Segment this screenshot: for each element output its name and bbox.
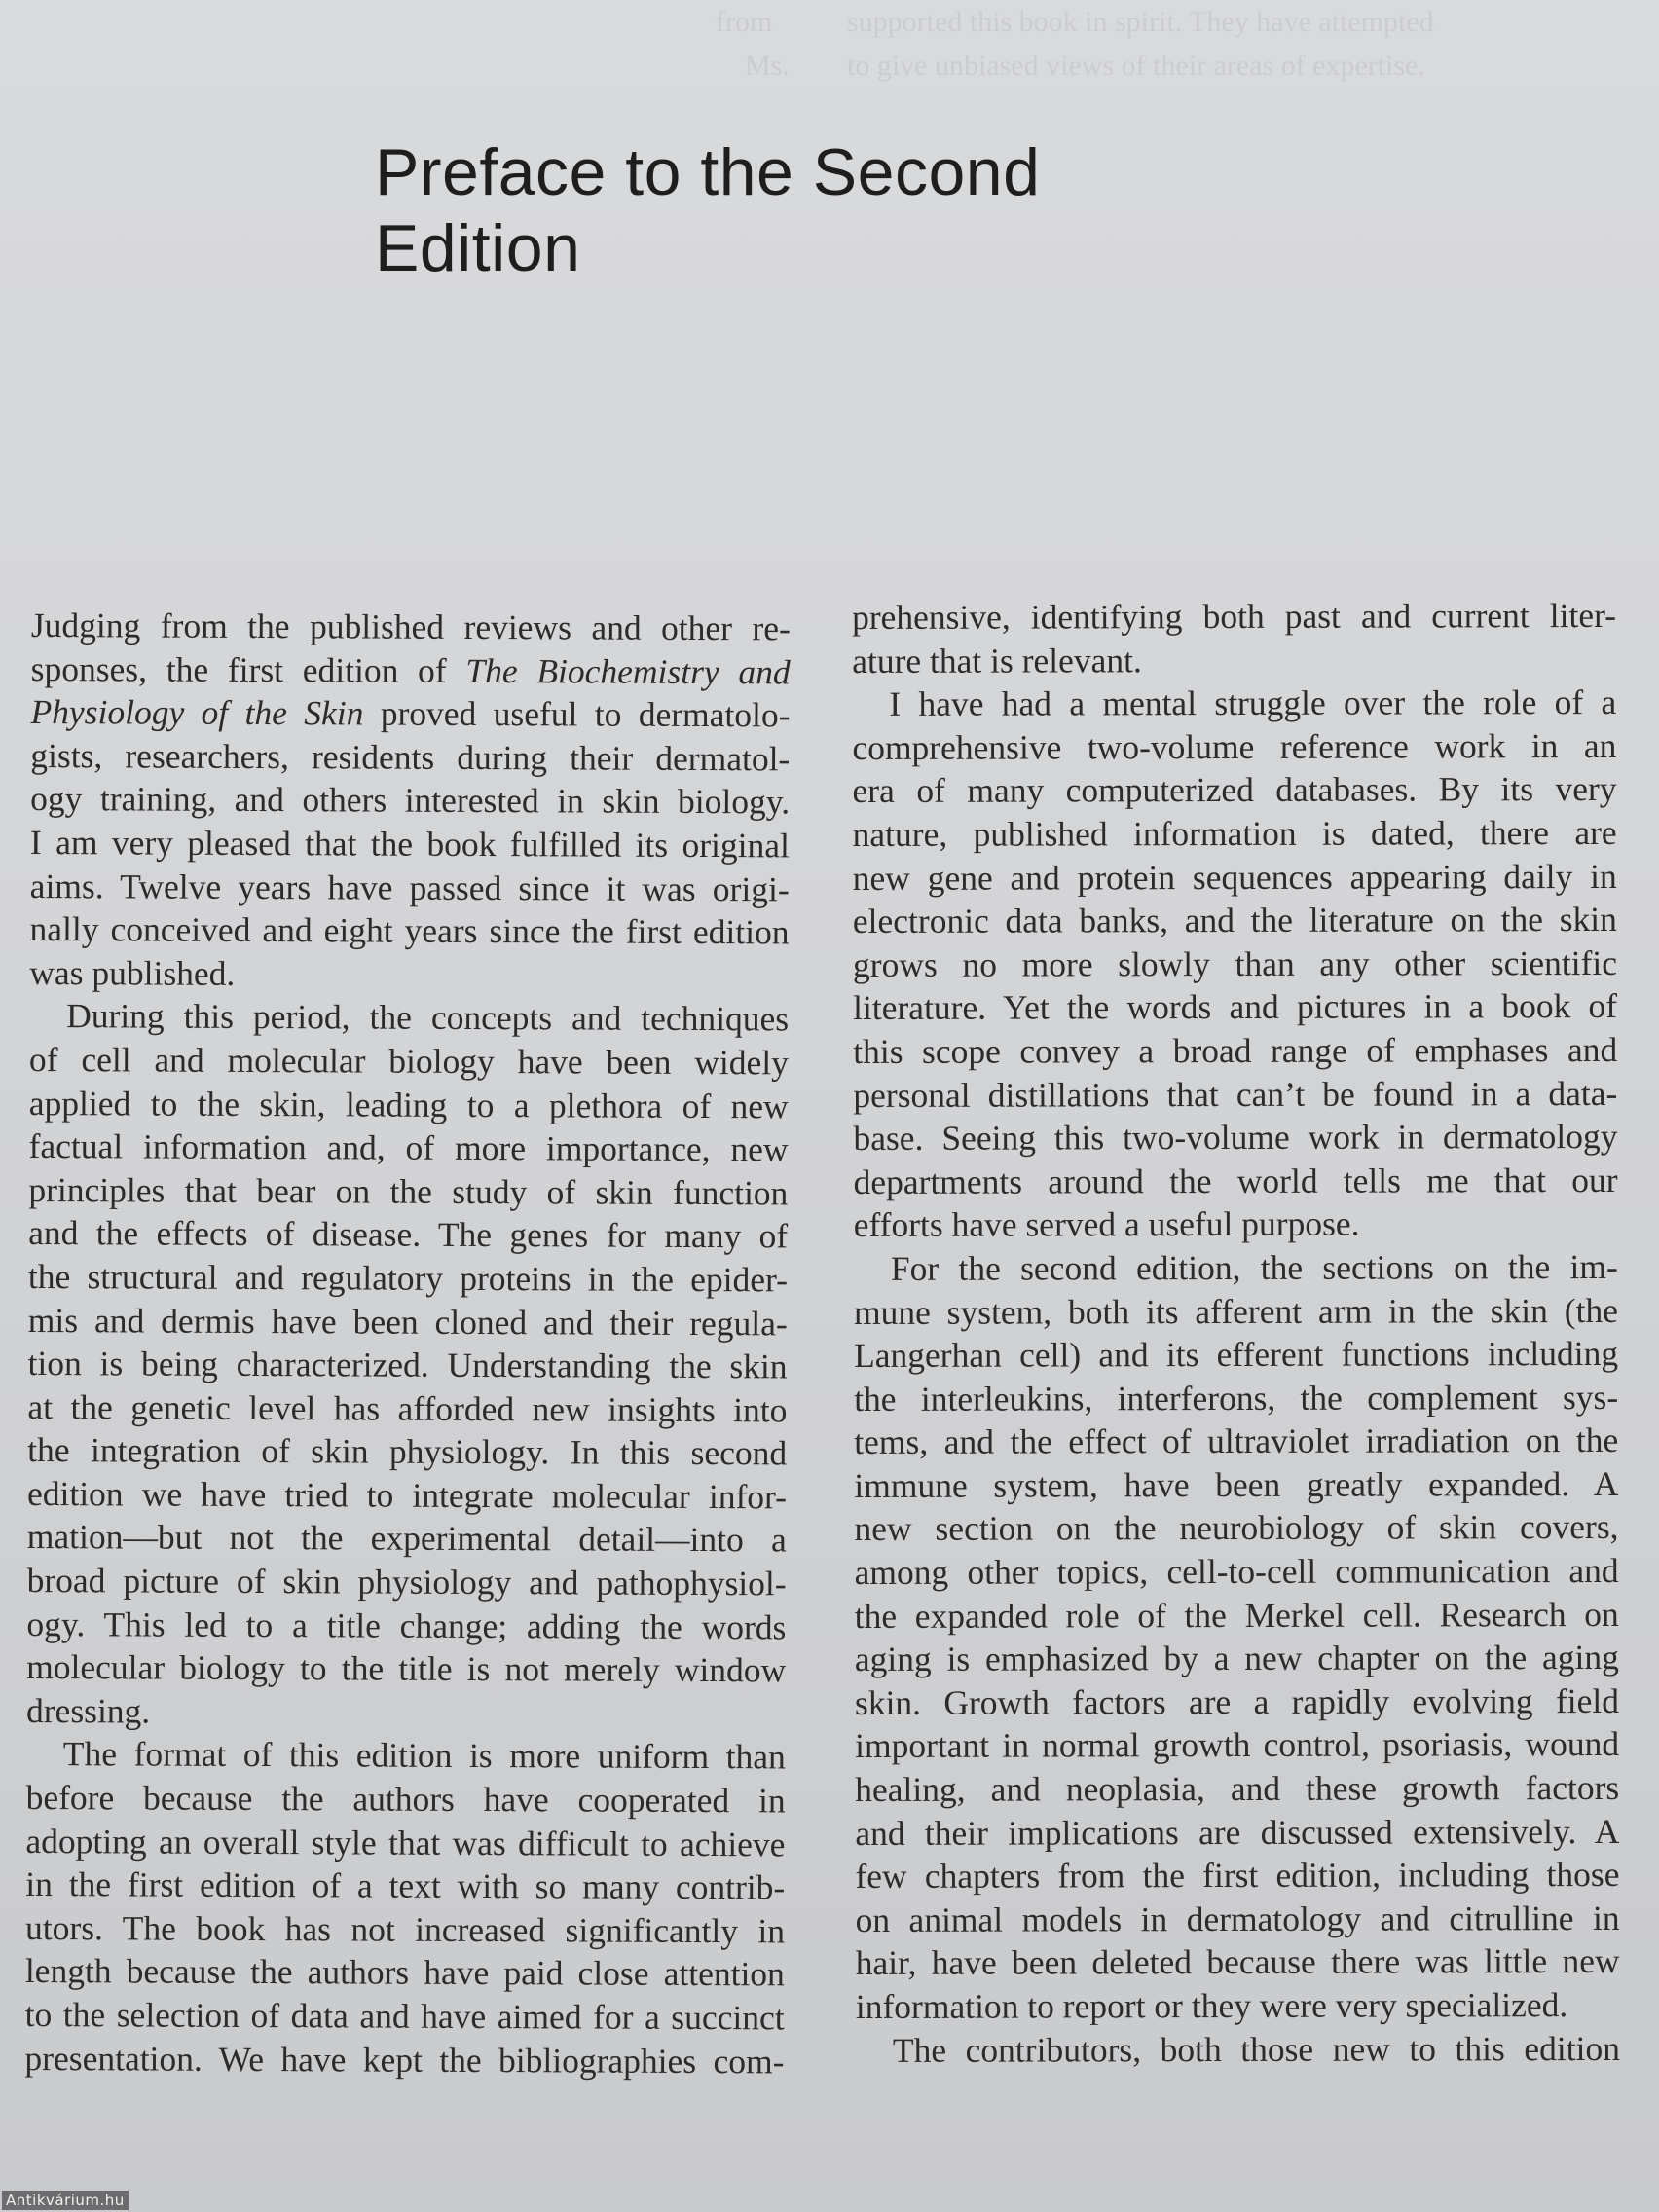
line-text: immune system, have been greatly expanded. A [854,1463,1619,1505]
line-text: before because the authors have cooperated in [25,1778,786,1821]
line-text: hair, have been deleted because there was little new [855,1941,1620,1983]
line-text: factual information and, of more importance, new [28,1126,789,1169]
line-text: and the effects of disease. The genes for many of [28,1213,789,1256]
text-line [853,855,1617,901]
text-line [26,1603,786,1649]
text-line [855,1593,1619,1639]
text-line [852,594,1616,640]
text-line [854,1419,1618,1464]
text-line [28,1168,788,1215]
line-text: electronic data banks, and the literature on the skin [852,900,1617,941]
text-line [855,1636,1619,1681]
text-line [25,1993,785,2040]
line-text: Judging from the published reviews and other re- [30,606,791,648]
text-line [853,898,1617,943]
line-text: applied to the skin, leading to a plethora of new [28,1083,789,1125]
italic-title-text: Physiology of the Skin [30,692,364,733]
line-text: tems, and the effect of ultraviolet irradiation on the [854,1420,1619,1462]
text-line [30,734,790,781]
text-line [28,1298,788,1345]
line-text: broad picture of skin physiology and pathophysiol- [26,1561,787,1604]
text-line [25,1949,785,1996]
text-line [853,811,1617,857]
show-through-text: supported this book in spirit. They have attempted to give unbiased views of their areas of expertise. [847,6,1434,82]
text-line [27,1559,787,1605]
text-line [853,941,1617,987]
line-text: the structural and regulatory proteins in the epider- [27,1256,789,1300]
text-line [855,1810,1619,1856]
line-text: sponses, the first edition of [30,648,466,690]
line-text: principles that bear on the study of skin function [28,1169,789,1213]
text-line [856,2027,1620,2073]
line-text: During this period, the concepts and techniques [66,996,790,1039]
text-line [29,951,789,998]
line-text: healing, and neoplasia, and these growth factors [855,1767,1620,1810]
line-text: prehensive, identifying both past and current liter- [852,595,1617,637]
line-text: adopting an overall style that was difficult to achieve [25,1821,786,1864]
line-text: personal distillations that can’t be found in a data- [853,1073,1618,1115]
line-text: I have had a mental struggle over the role of a [889,682,1617,724]
watermark: Antikvárium.hu [2,2191,129,2210]
text-line [30,821,790,867]
line-text: For the second edition, the sections on the im- [890,1246,1618,1288]
line-text: proved useful to dermatolo- [363,693,791,735]
right-text-column [852,594,1620,2072]
line-text: dressing. [25,1690,151,1731]
text-line [29,994,789,1041]
text-line [856,1897,1620,1942]
text-line [30,777,790,824]
line-text: was published. [29,952,236,993]
text-line [25,1862,785,1909]
text-line [29,907,789,954]
text-line [854,1245,1618,1291]
text-line [855,1679,1619,1725]
text-line [854,1332,1618,1378]
text-line [28,1124,788,1171]
line-text: length because the authors have paid close attention [24,1951,785,1994]
text-line [854,1288,1618,1334]
line-text: at the genetic level has afforded new insights into [27,1386,788,1430]
line-text: ogy. This led to a title change; adding the words [26,1604,787,1647]
text-line [856,1983,1620,2029]
line-text: grows no more slowly than any other scientific [852,942,1618,984]
line-text: aims. Twelve years have passed since it was origi- [29,866,790,908]
text-line [852,638,1616,683]
italic-title-text: The Biochemistry and [465,650,791,691]
text-line [853,1115,1617,1161]
text-line [27,1342,787,1388]
text-line [855,1853,1619,1899]
text-line [31,647,791,694]
text-line [29,1038,789,1085]
line-text: The format of this edition is more uniform than [62,1734,786,1777]
page-title: Preface to the Second Edition [375,134,1041,285]
text-line [30,690,790,737]
text-line [27,1385,787,1432]
line-text: gists, researchers, residents during their dermatol- [30,735,791,779]
line-text: the integration of skin physiology. In this second [27,1430,788,1473]
text-line [24,2037,784,2083]
line-text: ature that is relevant. [852,640,1142,681]
text-line [26,1689,786,1736]
line-text: new section on the neurobiology of skin covers, [854,1507,1619,1549]
line-text: new gene and protein sequences appearing daily in [852,856,1617,898]
text-line [856,1939,1620,1985]
text-line [30,865,790,911]
text-line [25,1906,785,1953]
line-text: among other topics, cell-to-cell communication and [854,1551,1619,1593]
line-text: presentation. We have kept the bibliographies com- [24,2038,785,2081]
text-line [28,1255,788,1302]
line-text: nature, published information is dated, there are [852,812,1617,854]
line-text: base. Seeing this two-volume work in dermatology [853,1117,1618,1159]
line-text: in the first edition of a text with so many contrib- [25,1864,786,1907]
line-text: and their implications are discussed extensively. A [855,1811,1620,1853]
line-text: the interleukins, interferons, the complement sys- [854,1377,1619,1419]
line-text: to the selection of data and have aimed for a succinct [24,1994,785,2038]
text-line [854,1462,1618,1508]
text-line [853,1071,1617,1117]
text-line [28,1211,788,1258]
line-text: molecular biology to the title is not merely window [26,1647,787,1690]
line-text: mune system, both its afferent arm in the skin (the [853,1290,1618,1332]
line-text: mis and dermis have been cloned and their regula- [27,1300,788,1343]
text-line [853,984,1617,1030]
text-line [854,1376,1618,1421]
line-text: ogy training, and others interested in skin biology. [30,779,791,822]
text-line [27,1472,787,1519]
line-text: important in normal growth control, psoriasis, wound [855,1724,1620,1766]
line-text: this scope convey a broad range of emphases and [853,1029,1618,1071]
text-line [854,1201,1618,1247]
line-text: The contributors, both those new to this edition [892,2028,1620,2070]
line-text: few chapters from the first edition, including those [855,1855,1620,1897]
text-line [852,681,1616,726]
line-text: era of many computerized databases. By its very [852,769,1617,811]
line-text: nally conceived and eight years since the first edition [29,909,790,952]
text-line [855,1722,1619,1768]
text-line [854,1505,1618,1551]
line-text: the expanded role of the Merkel cell. Research on [854,1594,1619,1636]
line-text: departments around the world tells me that our [853,1160,1618,1201]
text-line [855,1766,1619,1812]
text-line [852,724,1616,770]
line-text: literature. Yet the words and pictures in a book of [853,986,1618,1028]
text-line [25,1820,785,1866]
line-text: of cell and molecular biology have been widely [28,1039,790,1083]
line-text: on animal models in dermatology and citrulline in [855,1898,1620,1939]
line-text: efforts have served a useful purpose. [853,1203,1360,1245]
text-line [853,1028,1617,1074]
line-text: mation—but not the experimental detail—into a [26,1517,787,1560]
text-line [855,1549,1619,1595]
line-text: information to report or they were very specialized. [855,1985,1568,2026]
line-text: utors. The book has not increased significantly in [24,1907,786,1951]
line-text: comprehensive two-volume reference work in an [852,725,1617,767]
show-through-text-2: from Ms. [716,6,790,82]
text-line [27,1515,787,1562]
left-text-column [24,604,791,2083]
text-line [29,1082,789,1128]
text-line [26,1732,786,1779]
line-text: skin. Growth factors are a rapidly evolving field [854,1680,1620,1722]
text-line [27,1428,787,1475]
line-text: tion is being characterized. Understanding the skin [27,1344,788,1386]
text-line [26,1645,786,1692]
line-text: aging is emphasized by a new chapter on the aging [854,1638,1619,1679]
line-text: I am very pleased that the book fulfilled its original [29,822,791,866]
text-line [852,767,1616,813]
text-line [854,1159,1618,1204]
text-line [26,1776,786,1823]
line-text: edition we have tried to integrate molecular infor- [26,1473,788,1517]
text-line [31,604,791,650]
line-text: Langerhan cell) and its efferent functions including [853,1334,1619,1376]
